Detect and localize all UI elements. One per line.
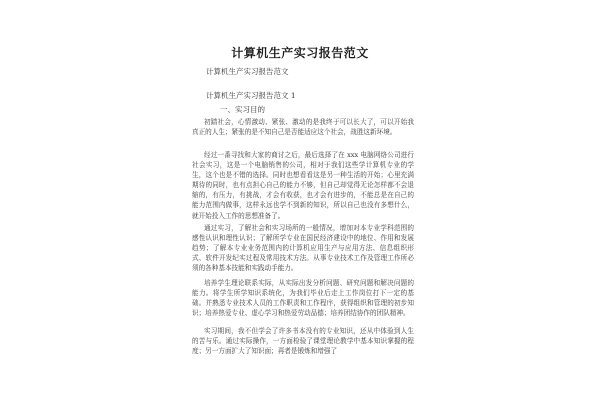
paragraph: 经过一番寻找和大家的商讨之后，最后选择了在 xxx 电脑网络公司进行社会实习，这是一个电脑销售的公司，相对于我们这些学计算机专业的学生，这个也是不错的选择。同时也想看看这是另一种生活的开始；心里充满期待的同时，也有点担心自己的能力不够，但自己却觉得无论怎样都不会退缩的，有压力，有挑战，才会有收获，也才会有进步的，不能总是在自己的能力范围内做事，这样永远也学不到新的知识，所以自己也没有多想什么，就开始投入工作的思想准备了。 [192, 151, 414, 220]
paragraph: 实习期间，我不但学会了许多书本没有的专业知识，还从中体验到人生的苦与乐。通过实际操作，一方面检验了课堂理论教学中基本知识掌握的程度；另一方面扩大了知识面；再者是锻炼和增强了 [192, 327, 414, 356]
document-subtitle: 计算机生产实习报告范文 [206, 67, 289, 76]
paragraph: 培养学生理论联系实际，从实际出发分析问题、研究问题和解决问题的能力。将学生所学知识系统化，为我们毕业后走上工作岗位打下一定的基础。并熟悉专业技术人员的工作职责和工作程序，获得组织和管理的初步知识；培养热爱专业、虚心学习和热爱劳动品德；培养团结协作的团队精神。 [192, 279, 414, 318]
paragraph: 初踏社会，心情激动、紧张、激动的是我终于可以长大了，可以开始我真正的人生；紧张的是不知自己是否能适应这个社会，战胜这新环境。 [192, 118, 414, 137]
paragraph: 通过实习，了解社会和实习场所的一般情况，增加对本专业学科范围的感性认识和理性认识；了解所学专业在国民经济建设中的地位、作用和发展趋势；了解本专业业务范围内的计算机应用生产与应用方法、信息组织形式、软件开发纪实过程及常用技术方法。从事专业技术工作及管理工作所必须的各种基本技能和实践动手能力。 [192, 224, 414, 273]
section-heading: 一、实习目的 [220, 105, 265, 114]
document-subtitle-numbered: 计算机生产实习报告范文 1 [206, 91, 296, 100]
document-title: 计算机生产实习报告范文 [231, 46, 369, 60]
